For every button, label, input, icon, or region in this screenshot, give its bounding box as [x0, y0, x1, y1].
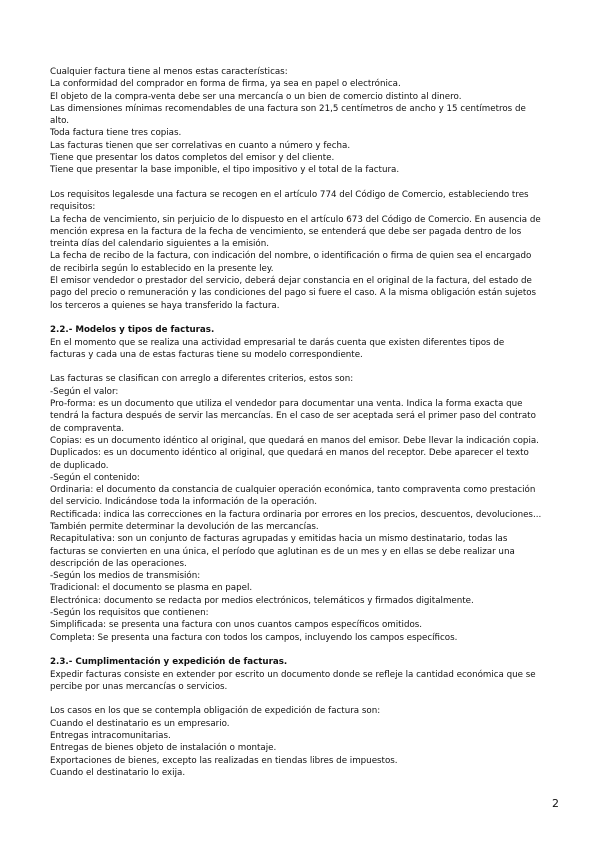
text-line: También permite determinar la devolución de las mercancías.	[50, 521, 319, 532]
text-line: treinta días del calendario siguientes a la emisión.	[50, 239, 269, 250]
text-line: Tiene que presentar la base imponible, el tipo impositivo y el total de la factura.	[50, 165, 400, 176]
text-line: facturas y cada una de estas facturas tiene su modelo correspondiente.	[50, 349, 363, 360]
paragraph	[50, 189, 560, 312]
text-line: Completa: Se presenta una factura con todos los campos, incluyendo los campos específicos.	[50, 632, 458, 643]
section-heading: 2.3.- Cumplimentación y expedición de facturas.	[50, 657, 288, 668]
paragraph-gap	[50, 361, 560, 373]
text-line: En el momento que se realiza una actividad empresarial te darás cuenta que existen diferentes tipos de	[50, 337, 505, 348]
text-line: de recibirla según lo establecido en la presente ley.	[50, 263, 274, 274]
text-line: Exportaciones de bienes, excepto las realizadas en tiendas libres de impuestos.	[50, 755, 398, 766]
text-line: Las facturas se clasifican con arreglo a diferentes criterios, estos son:	[50, 374, 354, 385]
text-line: tendrá la factura después de servir las mercancías. En el caso de ser aceptada será el primer paso del contrato	[50, 411, 536, 422]
text-line: requisitos:	[50, 202, 96, 213]
text-line: Pro-forma: es un documento que utiliza el vendedor para documentar una venta. Indica la forma exacta que	[50, 399, 523, 410]
text-line: Los requisitos legalesde una factura se recogen en el artículo 774 del Código de Comercio, estableciendo tres	[50, 189, 529, 200]
paragraph-gap	[50, 177, 560, 189]
text-line: Toda factura tiene tres copias.	[50, 128, 182, 139]
text-line: facturas se convierten en una única, el período que aglutinan es de un mes y en ellas se debe realizar una	[50, 546, 515, 557]
text-line: El emisor vendedor o prestador del servicio, deberá dejar constancia en el original de la factura, del estado de	[50, 276, 532, 287]
document-body	[50, 66, 560, 779]
text-line: mención expresa en la factura de la fecha de vencimiento, se entenderá que debe ser pagada dentro de los	[50, 226, 522, 237]
page-number: 2	[552, 797, 559, 810]
text-line: Las dimensiones mínimas recomendables de una factura son 21,5 centímetros de ancho y 15 centímetros de	[50, 103, 526, 114]
text-line: Ordinaria: el documento da constancia de cualquier operación económica, tanto compraventa como prestación	[50, 485, 536, 496]
text-line: Tradicional: el documento se plasma en papel.	[50, 583, 253, 594]
paragraph	[50, 373, 560, 644]
text-line: Expedir facturas consiste en extender por escrito un documento donde se refleje la cantidad económica que se	[50, 669, 536, 680]
paragraph	[50, 337, 560, 362]
text-line: Tiene que presentar los datos completos del emisor y del cliente.	[50, 153, 335, 164]
text-line: Cualquier factura tiene al menos estas características:	[50, 67, 288, 77]
text-line: La conformidad del comprador en forma de firma, ya sea en papel o electrónica.	[50, 79, 401, 90]
text-line: La fecha de vencimiento, sin perjuicio de lo dispuesto en el artículo 673 del Código de Comercio. En ausencia de	[50, 214, 541, 225]
text-line: Simplificada: se presenta una factura con unos cuantos campos específicos omitidos.	[50, 620, 423, 631]
text-line: -Según el valor:	[50, 386, 119, 397]
text-line: -Según los medios de transmisión:	[50, 571, 201, 582]
text-line: Los casos en los que se contempla obligación de expedición de factura son:	[50, 706, 381, 717]
text-line: Cuando el destinatario lo exija.	[50, 767, 186, 778]
text-line: -Según los requisitos que contienen:	[50, 608, 209, 619]
text-line: los terceros a quienes se haya transferido la factura.	[50, 300, 280, 311]
text-line: Duplicados: es un documento idéntico al original, que quedará en manos del receptor. Debe aparecer el texto	[50, 448, 529, 459]
text-line: alto.	[50, 116, 70, 127]
text-line: del servicio. Indicándose toda la información de la operación.	[50, 497, 318, 508]
text-line: Entregas intracomunitarias.	[50, 731, 171, 742]
text-line: Copias: es un documento idéntico al original, que quedará en manos del emisor. Debe llevar la indicación copia.	[50, 435, 539, 446]
text-line: -Según el contenido:	[50, 472, 140, 483]
text-line: Entregas de bienes objeto de instalación o montaje.	[50, 743, 277, 754]
paragraph	[50, 705, 560, 779]
text-line: descripción de las operaciones.	[50, 558, 187, 569]
text-line: Cuando el destinatario es un empresario.	[50, 718, 230, 729]
text-line: La fecha de recibo de la factura, con indicación del nombre, o identificación o firma de quien sea el encargado	[50, 251, 532, 262]
text-line: Recapitulativa: son un conjunto de facturas agrupadas y emitidas hacia un mismo destinatario, todas las	[50, 534, 508, 545]
text-line: de compraventa.	[50, 423, 125, 434]
text-line: Rectificada: indica las correcciones en la factura ordinaria por errores en los precios, descuentos, devoluciones...	[50, 509, 542, 520]
paragraph-gap	[50, 312, 560, 324]
text-line: Electrónica: documento se redacta por medios electrónicos, telemáticos y firmados digitalmente.	[50, 595, 474, 606]
section-heading: 2.2.- Modelos y tipos de facturas.	[50, 325, 215, 336]
text-line: Las facturas tienen que ser correlativas en cuanto a número y fecha.	[50, 140, 351, 151]
text-line: de duplicado.	[50, 460, 109, 471]
paragraph	[50, 66, 560, 177]
text-line: El objeto de la compra-venta debe ser una mercancía o un bien de comercio distinto al dinero.	[50, 91, 462, 102]
text-line: pago del precio o remuneración y las condiciones del pago si fuere el caso. A la misma obligación están sujetos	[50, 288, 537, 299]
paragraph-gap	[50, 693, 560, 705]
text-line: percibe por unas mercancías o servicios.	[50, 681, 228, 692]
paragraph-gap	[50, 644, 560, 656]
paragraph	[50, 669, 560, 694]
